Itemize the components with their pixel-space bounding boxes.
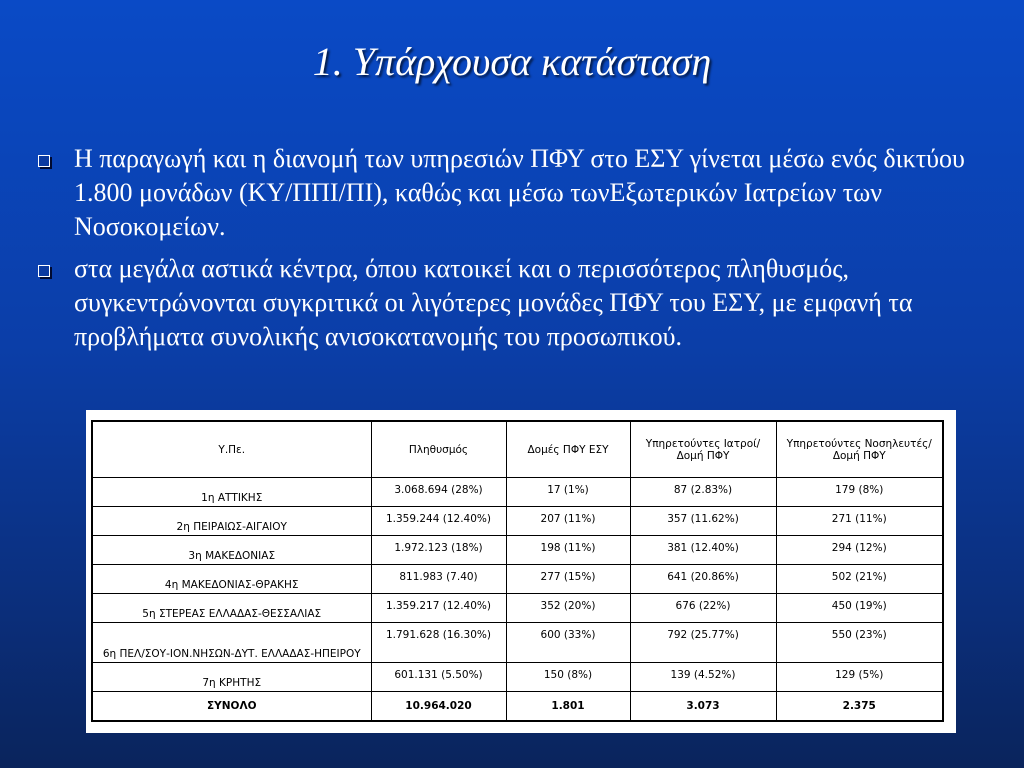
units-cell: 198 (11%): [506, 536, 630, 565]
population-cell: 1.791.628 (16.30%): [371, 623, 506, 663]
bullet-item: [36, 142, 1004, 244]
units-cell: 17 (1%): [506, 478, 630, 507]
slide-title: 1. Υπάρχουσα κατάσταση: [312, 39, 712, 84]
nurses-cell: 179 (8%): [776, 478, 943, 507]
doctors-cell: 87 (2.83%): [630, 478, 776, 507]
bullet-item: [36, 252, 1004, 354]
square-bullet-icon: [38, 265, 50, 277]
doctors-cell: 357 (11.62%): [630, 507, 776, 536]
bullet-text: Η παραγωγή και η διανομή των υπηρεσιών ΠΦΥ στο ΕΣΥ γίνεται μέσω ενός δικτύου 1.800 μονάδων (ΚΥ/ΠΠΙ/ΠΙ), καθώς και μέσω τωνΕξωτερικών Ιατρείων των Νοσοκομείων.: [74, 144, 965, 241]
region-cell: 5η ΣΤΕΡΕΑΣ ΕΛΛΑΔΑΣ-ΘΕΣΣΑΛΙΑΣ: [92, 594, 371, 623]
column-header: Υ.Πε.: [92, 421, 371, 478]
doctors-cell: 381 (12.40%): [630, 536, 776, 565]
table-panel: [86, 410, 956, 733]
column-header: Υπηρετούντες Νοσηλευτές/Δομή ΠΦΥ: [776, 421, 943, 478]
population-cell: 1.359.244 (12.40%): [371, 507, 506, 536]
units-cell: 352 (20%): [506, 594, 630, 623]
region-cell: 6η ΠΕΛ/ΣΟΥ-ΙΟΝ.ΝΗΣΩΝ-ΔΥΤ. ΕΛΛΑΔΑΣ-ΗΠΕΙΡΟΥ: [92, 623, 371, 663]
nurses-cell: 550 (23%): [776, 623, 943, 663]
table-row: [92, 507, 943, 536]
doctors-cell: 676 (22%): [630, 594, 776, 623]
table-row: [92, 536, 943, 565]
population-cell: 811.983 (7.40): [371, 565, 506, 594]
table-row: [92, 623, 943, 663]
doctors-cell: 139 (4.52%): [630, 663, 776, 692]
table-row: [92, 663, 943, 692]
bullet-text: στα μεγάλα αστικά κέντρα, όπου κατοικεί και ο περισσότερος πληθυσμός, συγκεντρώνονται συγκριτικά οι λιγότερες μονάδες ΠΦΥ του ΕΣΥ, με εμφανή τα προβλήματα συνολικής ανισοκατανομής του προσωπικού.: [74, 254, 913, 351]
square-bullet-icon: [38, 155, 50, 167]
total-label-cell: ΣΥΝΟΛΟ: [92, 692, 371, 721]
population-cell: 1.972.123 (18%): [371, 536, 506, 565]
total-doctors-cell: 3.073: [630, 692, 776, 721]
doctors-cell: 792 (25.77%): [630, 623, 776, 663]
region-cell: 7η ΚΡΗΤΗΣ: [92, 663, 371, 692]
nurses-cell: 271 (11%): [776, 507, 943, 536]
units-cell: 600 (33%): [506, 623, 630, 663]
table-row: [92, 565, 943, 594]
region-cell: 3η ΜΑΚΕΔΟΝΙΑΣ: [92, 536, 371, 565]
region-cell: 1η ΑΤΤΙΚΗΣ: [92, 478, 371, 507]
region-cell: 2η ΠΕΙΡΑΙΩΣ-ΑΙΓΑΙΟΥ: [92, 507, 371, 536]
doctors-cell: 641 (20.86%): [630, 565, 776, 594]
table-total-row: [92, 692, 943, 721]
total-population-cell: 10.964.020: [371, 692, 506, 721]
population-cell: 3.068.694 (28%): [371, 478, 506, 507]
nurses-cell: 129 (5%): [776, 663, 943, 692]
column-header: Δομές ΠΦΥ ΕΣΥ: [506, 421, 630, 478]
nurses-cell: 294 (12%): [776, 536, 943, 565]
units-cell: 207 (11%): [506, 507, 630, 536]
column-header: Υπηρετούντες Ιατροί/Δομή ΠΦΥ: [630, 421, 776, 478]
population-cell: 1.359.217 (12.40%): [371, 594, 506, 623]
phc-data-table: [91, 420, 944, 722]
nurses-cell: 450 (19%): [776, 594, 943, 623]
total-nurses-cell: 2.375: [776, 692, 943, 721]
table-header-row: [92, 421, 943, 478]
total-units-cell: 1.801: [506, 692, 630, 721]
table-row: [92, 478, 943, 507]
units-cell: 150 (8%): [506, 663, 630, 692]
population-cell: 601.131 (5.50%): [371, 663, 506, 692]
column-header: Πληθυσμός: [371, 421, 506, 478]
nurses-cell: 502 (21%): [776, 565, 943, 594]
table-row: [92, 594, 943, 623]
bullet-list: [36, 142, 1004, 362]
region-cell: 4η ΜΑΚΕΔΟΝΙΑΣ-ΘΡΑΚΗΣ: [92, 565, 371, 594]
units-cell: 277 (15%): [506, 565, 630, 594]
